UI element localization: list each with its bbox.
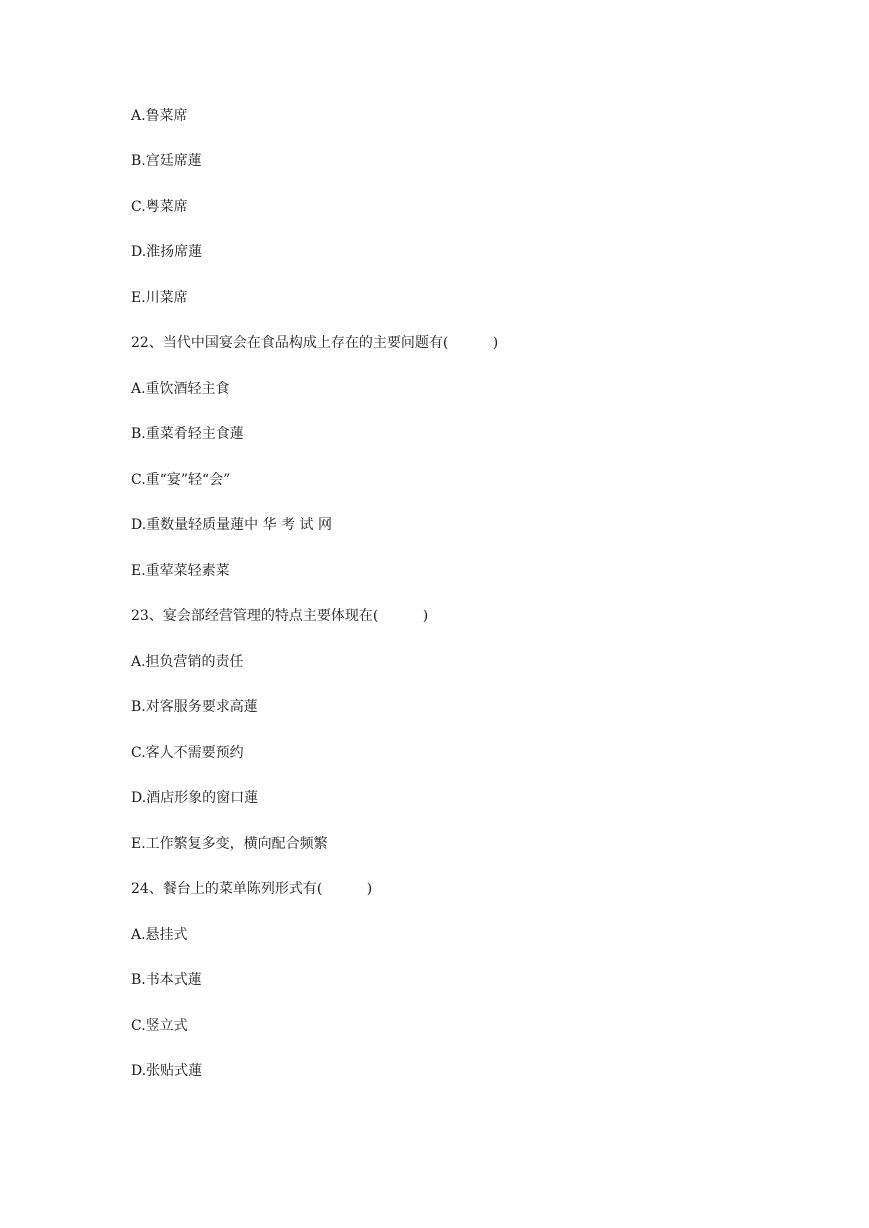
option-d-q24: D.张贴式蓮 bbox=[131, 1063, 203, 1079]
option-d-q23: D.酒店形象的窗口蓮 bbox=[131, 790, 259, 806]
option-c-q22: C.重“宴”轻“会” bbox=[131, 472, 231, 488]
option-b-q24: B.书本式蓮 bbox=[131, 972, 202, 988]
question-23: 23、宴会部经营管理的特点主要体现在( ) bbox=[131, 608, 429, 624]
option-d-q22: D.重数量轻质量蓮中 华 考 试 网 bbox=[131, 517, 332, 533]
option-e-q21: E.川菜席 bbox=[131, 290, 188, 306]
option-c-q24: C.竖立式 bbox=[131, 1018, 188, 1034]
option-a-q21: A.鲁菜席 bbox=[131, 108, 188, 124]
option-a-q24: A.悬挂式 bbox=[131, 927, 188, 943]
option-a-q22: A.重饮酒轻主食 bbox=[131, 381, 230, 397]
option-b-q22: B.重菜肴轻主食蓮 bbox=[131, 426, 244, 442]
option-b-q21: B.宫廷席蓮 bbox=[131, 153, 202, 169]
question-22: 22、当代中国宴会在食品构成上存在的主要问题有( ) bbox=[131, 335, 499, 351]
option-c-q23: C.客人不需要预约 bbox=[131, 745, 244, 761]
option-d-q21: D.淮扬席蓮 bbox=[131, 244, 203, 260]
question-24: 24、餐台上的菜单陈列形式有( ) bbox=[131, 881, 373, 897]
option-a-q23: A.担负营销的责任 bbox=[131, 654, 244, 670]
option-c-q21: C.粤菜席 bbox=[131, 199, 188, 215]
option-b-q23: B.对客服务要求高蓮 bbox=[131, 699, 258, 715]
option-e-q22: E.重荤菜轻素菜 bbox=[131, 563, 230, 579]
option-e-q23: E.工作繁复多变，横向配合频繁 bbox=[131, 836, 328, 852]
